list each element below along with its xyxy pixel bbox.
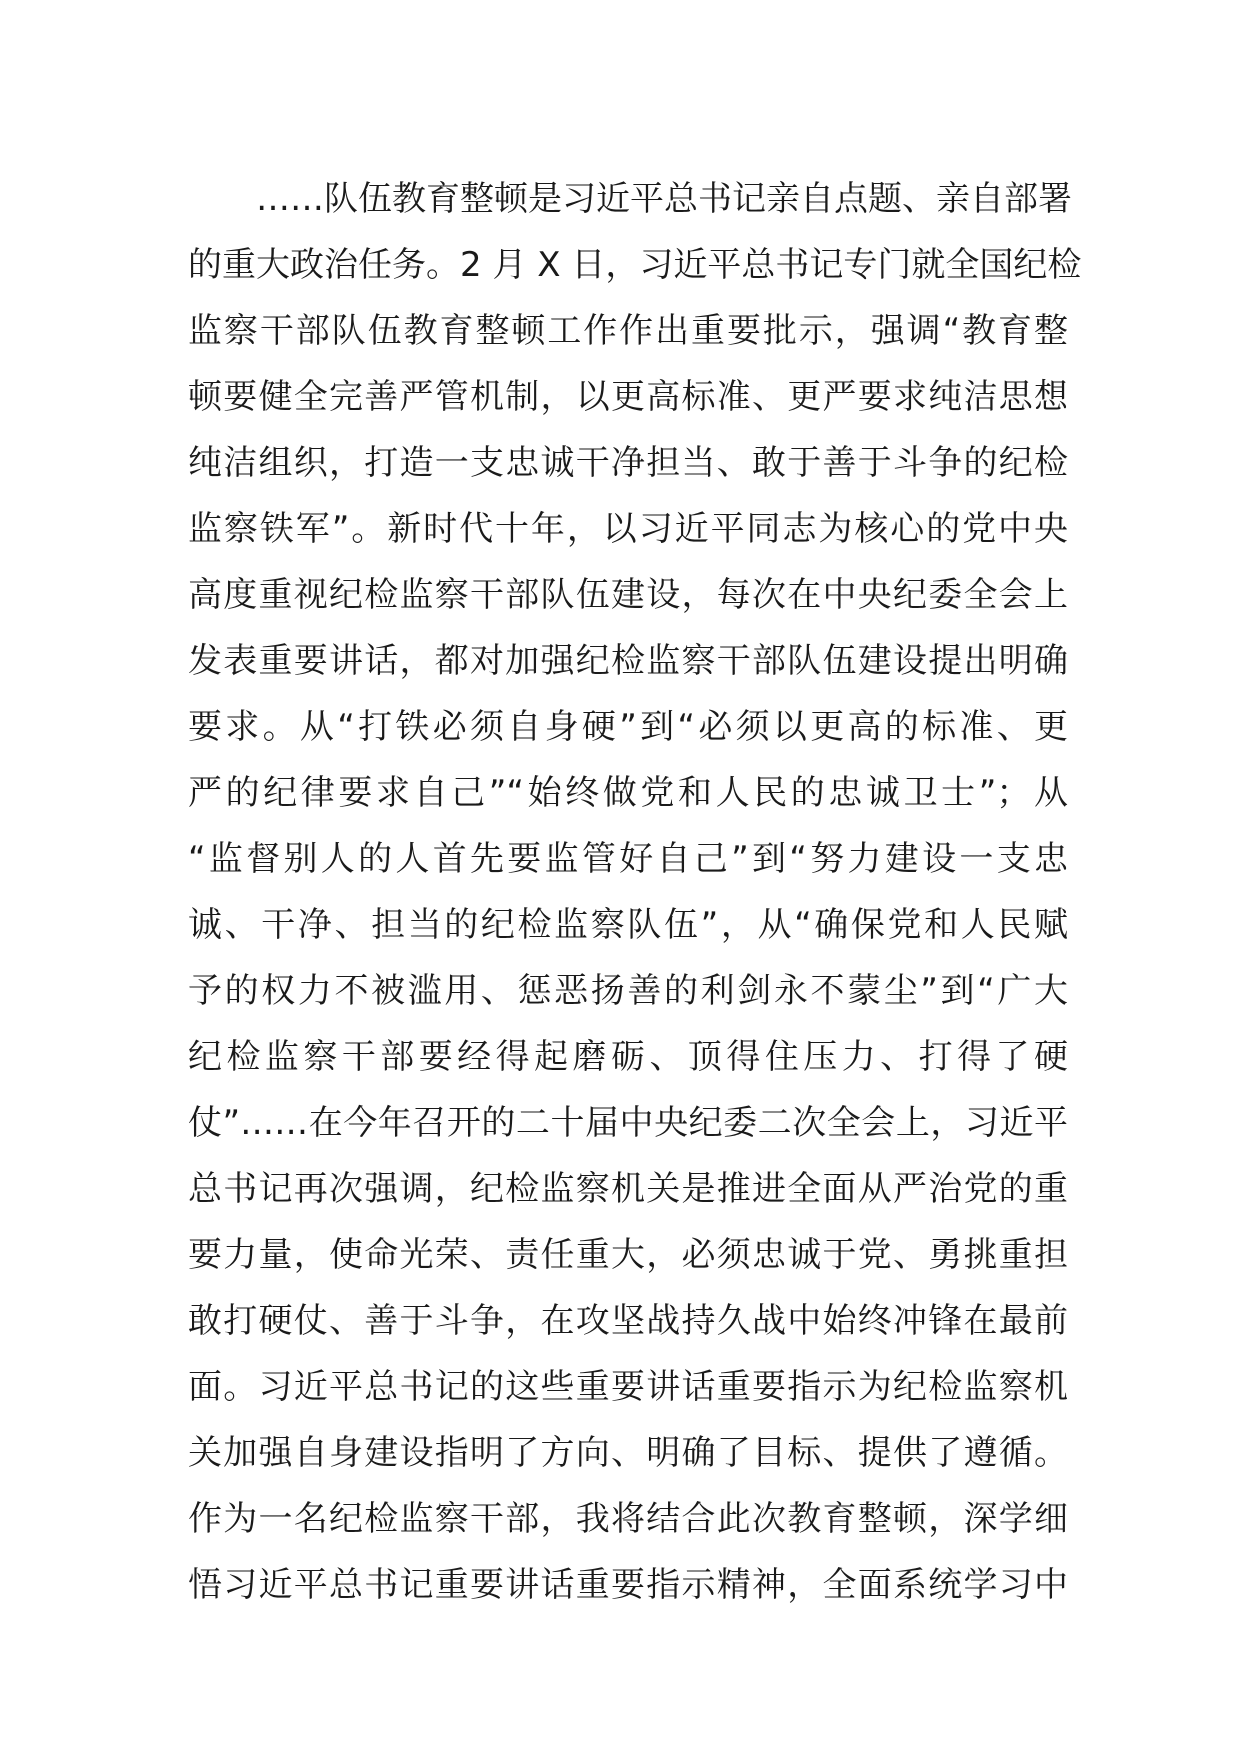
text-line: 仗”……在今年召开的二十届中央纪委二次全会上，习近平 <box>188 1103 1068 1143</box>
text-line: 要求。从“打铁必须自身硬”到“必须以更高的标准、更 <box>188 707 1068 747</box>
text-line: “监督别人的人首先要监管好自己”到“努力建设一支忠 <box>188 839 1068 879</box>
text-line: 高度重视纪检监察干部队伍建设，每次在中央纪委全会上 <box>188 575 1068 615</box>
text-line: 要力量，使命光荣、责任重大，必须忠诚于党、勇挑重担 <box>188 1235 1068 1275</box>
text-line: 诚、干净、担当的纪检监察队伍”，从“确保党和人民赋 <box>188 905 1068 945</box>
text-line: 严的纪律要求自己”“始终做党和人民的忠诚卫士”；从 <box>188 773 1068 813</box>
text-line: 纯洁组织，打造一支忠诚干净担当、敢于善于斗争的纪检 <box>188 443 1068 483</box>
text-line: 发表重要讲话，都对加强纪检监察干部队伍建设提出明确 <box>188 641 1068 681</box>
text-line: 监察干部队伍教育整顿工作作出重要批示，强调“教育整 <box>188 311 1068 351</box>
text-line: 的重大政治任务。2 月 X 日，习近平总书记专门就全国纪检 <box>188 245 1082 285</box>
text-line: ……队伍教育整顿是习近平总书记亲自点题、亲自部署 <box>256 179 1072 219</box>
body-paragraph <box>188 166 1082 1618</box>
text-line: 作为一名纪检监察干部，我将结合此次教育整顿，深学细 <box>188 1499 1068 1539</box>
text-line: 悟习近平总书记重要讲话重要指示精神，全面系统学习中 <box>188 1565 1068 1605</box>
text-line: 予的权力不被滥用、惩恶扬善的利剑永不蒙尘”到“广大 <box>188 971 1068 1011</box>
text-line: 敢打硬仗、善于斗争，在攻坚战持久战中始终冲锋在最前 <box>188 1301 1068 1341</box>
text-line: 关加强自身建设指明了方向、明确了目标、提供了遵循。 <box>188 1433 1068 1473</box>
text-line: 纪检监察干部要经得起磨砺、顶得住压力、打得了硬 <box>188 1037 1068 1077</box>
text-line: 总书记再次强调，纪检监察机关是推进全面从严治党的重 <box>188 1169 1068 1209</box>
text-line: 面。习近平总书记的这些重要讲话重要指示为纪检监察机 <box>188 1367 1068 1407</box>
text-line: 监察铁军”。新时代十年，以习近平同志为核心的党中央 <box>188 509 1068 549</box>
text-line: 顿要健全完善严管机制，以更高标准、更严要求纯洁思想 <box>188 377 1068 417</box>
